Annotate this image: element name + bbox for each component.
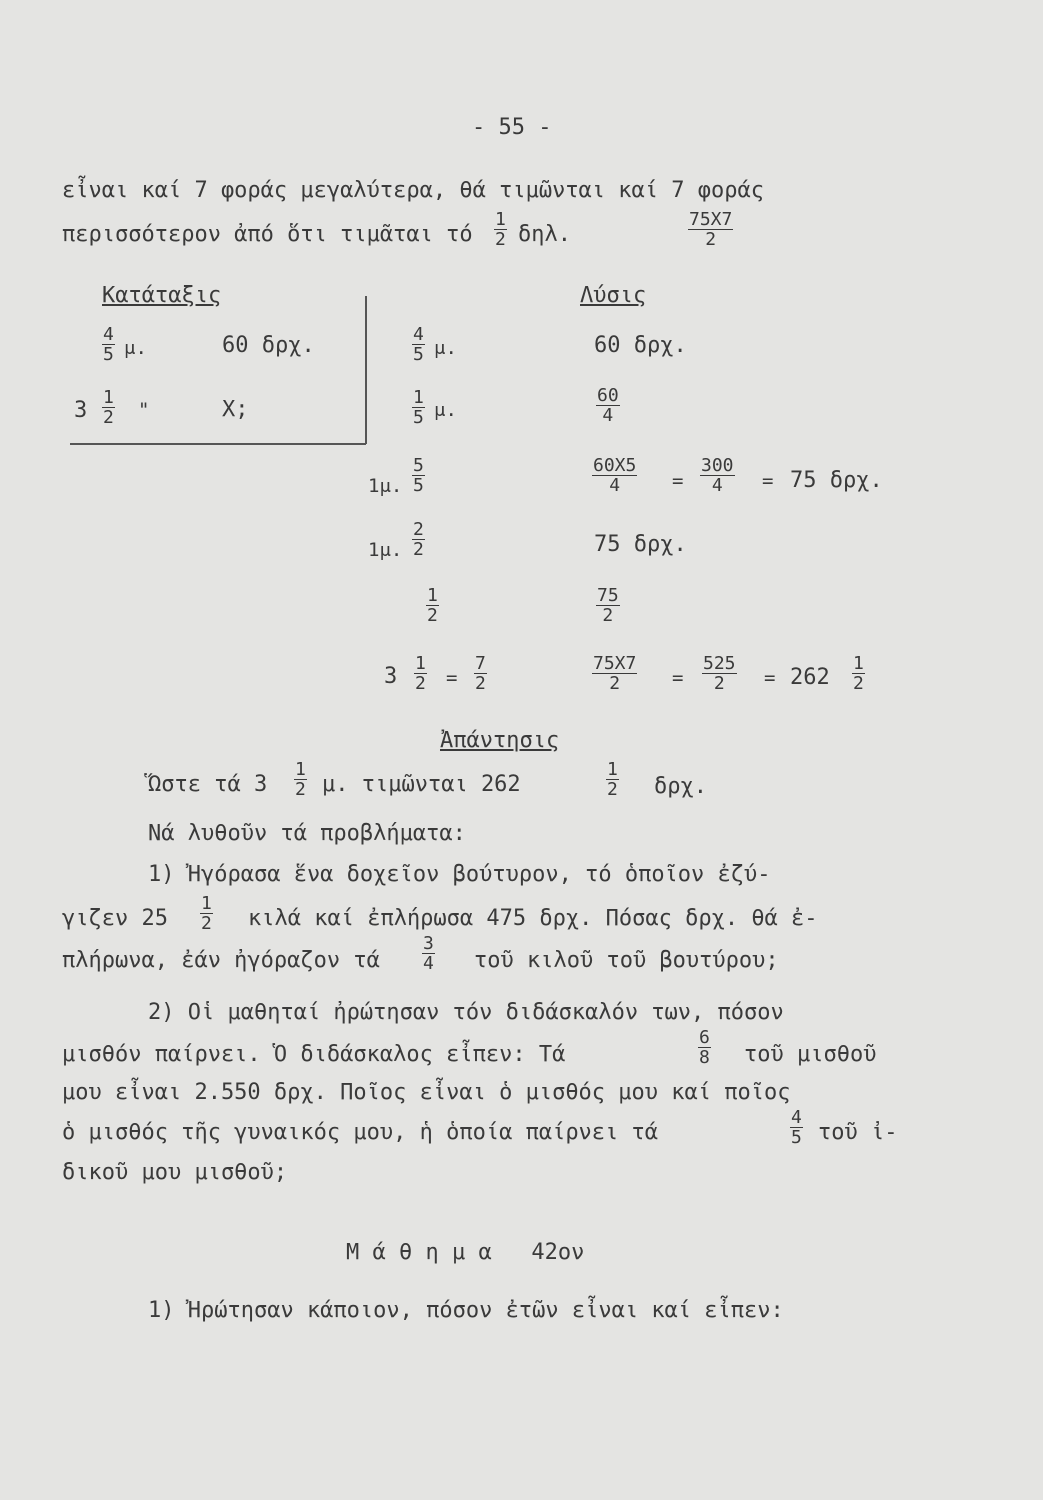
class-row1-unit: μ. [124, 337, 147, 359]
problem2-line-2b: τοῦ μισθοῦ [744, 1042, 877, 1067]
problem1-line-2b: κιλά καί ἐπλήρωσα 475 δρχ. Πόσας δρχ. θά ἐ- [248, 906, 818, 931]
problem1-fraction-2: 3 4 [423, 933, 434, 974]
class-row2-fraction: 1 2 [103, 387, 114, 428]
sol-r1-value: 60 δρχ. [594, 333, 687, 358]
solution-title: Λύσις [580, 283, 647, 308]
sol-r1-fraction: 4 5 [413, 324, 424, 365]
problem2-fraction-1: 6 8 [699, 1027, 710, 1068]
sol-r5-fraction: 1 2 [427, 585, 438, 626]
sol-r3-fraction-a: 60Χ5 4 [593, 455, 637, 496]
intro-dil: δηλ. [518, 222, 571, 247]
answer-text-1: Ὥστε τά 3 [148, 772, 268, 797]
sol-r6-whole: 3 [384, 664, 398, 689]
answer-fraction-2: 1 2 [607, 759, 618, 800]
sol-r1-unit: μ. [434, 337, 457, 359]
classification-underline [70, 443, 366, 445]
problem2-line-5: δικοῦ μου μισθοῦ; [62, 1160, 288, 1185]
problem1-line-2a: γιζεν 25 [62, 906, 168, 931]
sol-r4-prefix: 1μ. [368, 539, 403, 561]
answer-fraction-1: 1 2 [295, 759, 306, 800]
sol-r6-eq1: = [672, 667, 684, 689]
class-row2-value: Χ; [222, 397, 249, 422]
answer-text-2: μ. τιμῶνται 262 [322, 772, 521, 797]
class-row1-fraction: 4 5 [103, 324, 114, 365]
sol-r3-eq1: = [672, 470, 684, 492]
sol-r3-result: 75 δρχ. [790, 468, 883, 493]
sol-r6-fraction-2: 7 2 [475, 653, 486, 694]
intro-line-2: περισσότερον ἀπό ὅτι τιμᾶται τό [62, 222, 473, 247]
sol-r3-prefix: 1μ. [368, 475, 403, 497]
problems-heading: Νά λυθοῦν τά προβλήματα: [148, 821, 466, 846]
classification-divider [365, 296, 367, 444]
problem2-line-4a: ὁ μισθός τῆς γυναικός μου, ἡ ὁποία παίρνει τά [62, 1120, 659, 1145]
class-row1-value: 60 δρχ. [222, 333, 315, 358]
problem1-line-1: 1) Ἠγόρασα ἕνα δοχεῖον βούτυρον, τό ὁποῖον ἐζύ- [148, 862, 771, 887]
sol-r6-fraction-a: 75Χ7 2 [593, 653, 637, 694]
problem2-line-1: 2) Οἱ μαθηταί ἠρώτησαν τόν διδάσκαλόν των, πόσον [148, 1000, 784, 1025]
sol-r4-value: 75 δρχ. [594, 532, 687, 557]
sol-r3-eq2: = [762, 470, 774, 492]
sol-r6-eq2: = [764, 667, 776, 689]
sol-r4-fraction: 2 2 [413, 519, 424, 560]
lesson-title: Μ ά θ η μ α 42ον [346, 1240, 585, 1265]
sol-r3-fraction-b: 300 4 [701, 455, 734, 496]
sol-r6-result-whole: 262 [790, 665, 830, 690]
answer-text-3: δρχ. [654, 774, 707, 799]
problem2-line-4b: τοῦ ἰ- [818, 1120, 898, 1145]
sol-r5-value-fraction: 75 2 [597, 585, 619, 626]
sol-r6-fraction-b: 525 2 [703, 653, 736, 694]
intro-expression: 75Χ7 2 [689, 209, 733, 250]
class-row2-ditto: " [138, 399, 150, 421]
problem2-fraction-2: 4 5 [791, 1107, 802, 1148]
sol-r2-fraction: 1 5 [413, 387, 424, 428]
lesson-problem-1: 1) Ἠρώτησαν κάποιον, πόσον ἐτῶν εἶναι καί εἶπεν: [148, 1298, 784, 1323]
classification-title: Κατάταξις [102, 283, 222, 308]
sol-r2-value-fraction: 60 4 [597, 385, 619, 426]
problem2-line-2a: μισθόν παίρνει. Ὁ διδάσκαλος εἶπεν: Τά [62, 1042, 566, 1067]
sol-r3-fraction: 5 5 [413, 455, 424, 496]
problem2-line-3: μου εἶναι 2.550 δρχ. Ποῖος εἶναι ὁ μισθός μου καί ποῖος [62, 1080, 791, 1105]
intro-line-1: εἶναι καί 7 φοράς μεγαλύτερα, θά τιμῶνται καί 7 φοράς [62, 178, 764, 203]
intro-half-fraction: 1 2 [495, 209, 506, 250]
problem1-fraction-1: 1 2 [201, 893, 212, 934]
class-row2-whole: 3 [74, 398, 88, 423]
sol-r2-unit: μ. [434, 399, 457, 421]
answer-title: Ἀπάντησις [440, 728, 560, 753]
problem1-line-3b: τοῦ κιλοῦ τοῦ βουτύρου; [474, 948, 779, 973]
sol-r6-result-fraction: 1 2 [853, 653, 864, 694]
problem1-line-3a: πλήρωνα, ἐάν ἠγόραζον τά [62, 948, 380, 973]
sol-r6-eq: = [446, 667, 458, 689]
page-number: - 55 - [472, 115, 552, 140]
sol-r6-fraction: 1 2 [415, 653, 426, 694]
